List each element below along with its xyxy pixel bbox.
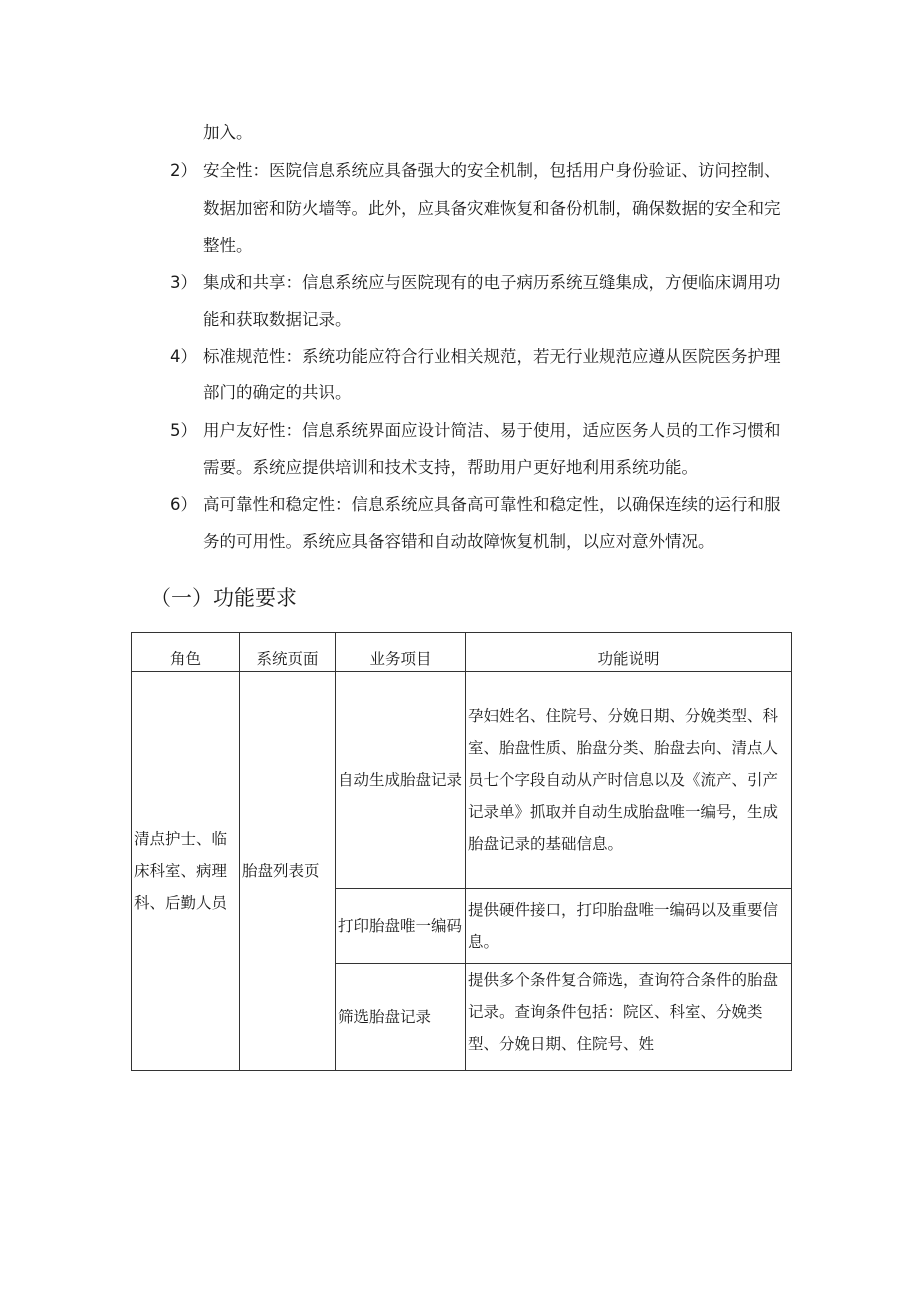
list-item-number: 5） (170, 421, 197, 440)
desc-text: 提供多个条件复合筛选，查询符合条件的胎盘记录。查询条件包括：院区、科室、分娩类型、分娩日期、住院号、姓 (468, 971, 779, 1053)
page-text: 胎盘列表页 (242, 862, 320, 880)
item-text: 筛选胎盘记录 (338, 1008, 432, 1026)
list-item-text: 高可靠性和稳定性：信息系统应具备高可靠性和稳定性，以确保连续的运行和服 (203, 495, 781, 514)
item-text: 自动生成胎盘记录 (338, 771, 463, 789)
role-cell (132, 672, 240, 1071)
desc-cell (466, 964, 792, 1071)
list-item-text: 整性。 (203, 236, 253, 255)
role-text: 清点护士、临床科室、病理科、后勤人员 (134, 830, 228, 912)
item-text: 打印胎盘唯一编码 (338, 917, 463, 935)
desc-text: 孕妇姓名、住院号、分娩日期、分娩类型、科室、胎盘性质、胎盘分类、胎盘去向、清点人员七个字段自动从产时信息以及《流产、引产记录单》抓取并自动生成胎盘唯一编号，生成胎盘记录的基础信息。 (468, 707, 779, 853)
list-item-text: 务的可用性。系统应具备容错和自动故障恢复机制，以应对意外情况。 (203, 532, 715, 551)
list-item-number: 3） (170, 273, 197, 292)
header-item: 业务项目 (336, 633, 466, 672)
desc-text: 提供硬件接口，打印胎盘唯一编码以及重要信息。 (468, 901, 779, 951)
list-item-text: 标准规范性：系统功能应符合行业相关规范，若无行业规范应遵从医院医务护理 (203, 347, 781, 366)
item-cell (336, 889, 466, 964)
desc-cell (466, 889, 792, 964)
list-item-number: 2） (170, 161, 197, 180)
list-item-text: 能和获取数据记录。 (203, 310, 352, 329)
list-item-text: 需要。系统应提供培训和技术支持，帮助用户更好地利用系统功能。 (203, 458, 698, 477)
list-item-number: 4） (170, 347, 197, 366)
item-cell (336, 964, 466, 1071)
table-header-row (132, 633, 792, 672)
desc-cell (466, 672, 792, 889)
section-heading: （一）功能要求 (150, 586, 297, 610)
header-page: 系统页面 (240, 633, 336, 672)
list-item-text: 集成和共享：信息系统应与医院现有的电子病历系统互缝集成，方便临床调用功 (203, 273, 781, 292)
list-item-text: 数据加密和防火墙等。此外，应具备灾难恢复和备份机制，确保数据的安全和完 (203, 199, 781, 218)
list-item-text: 安全性：医院信息系统应具备强大的安全机制，包括用户身份验证、访问控制、 (203, 161, 781, 180)
table-row (132, 672, 792, 889)
header-desc: 功能说明 (466, 633, 792, 672)
item-cell (336, 672, 466, 889)
page-cell (240, 672, 336, 1071)
list-item-text: 用户友好性：信息系统界面应设计简洁、易于使用，适应医务人员的工作习惯和 (203, 421, 781, 440)
function-requirements-table (131, 632, 792, 1071)
list-item-text: 部门的确定的共识。 (203, 383, 352, 402)
list-item-number: 6） (170, 495, 197, 514)
list-continuation: 加入。 (203, 123, 253, 142)
header-role: 角色 (132, 633, 240, 672)
